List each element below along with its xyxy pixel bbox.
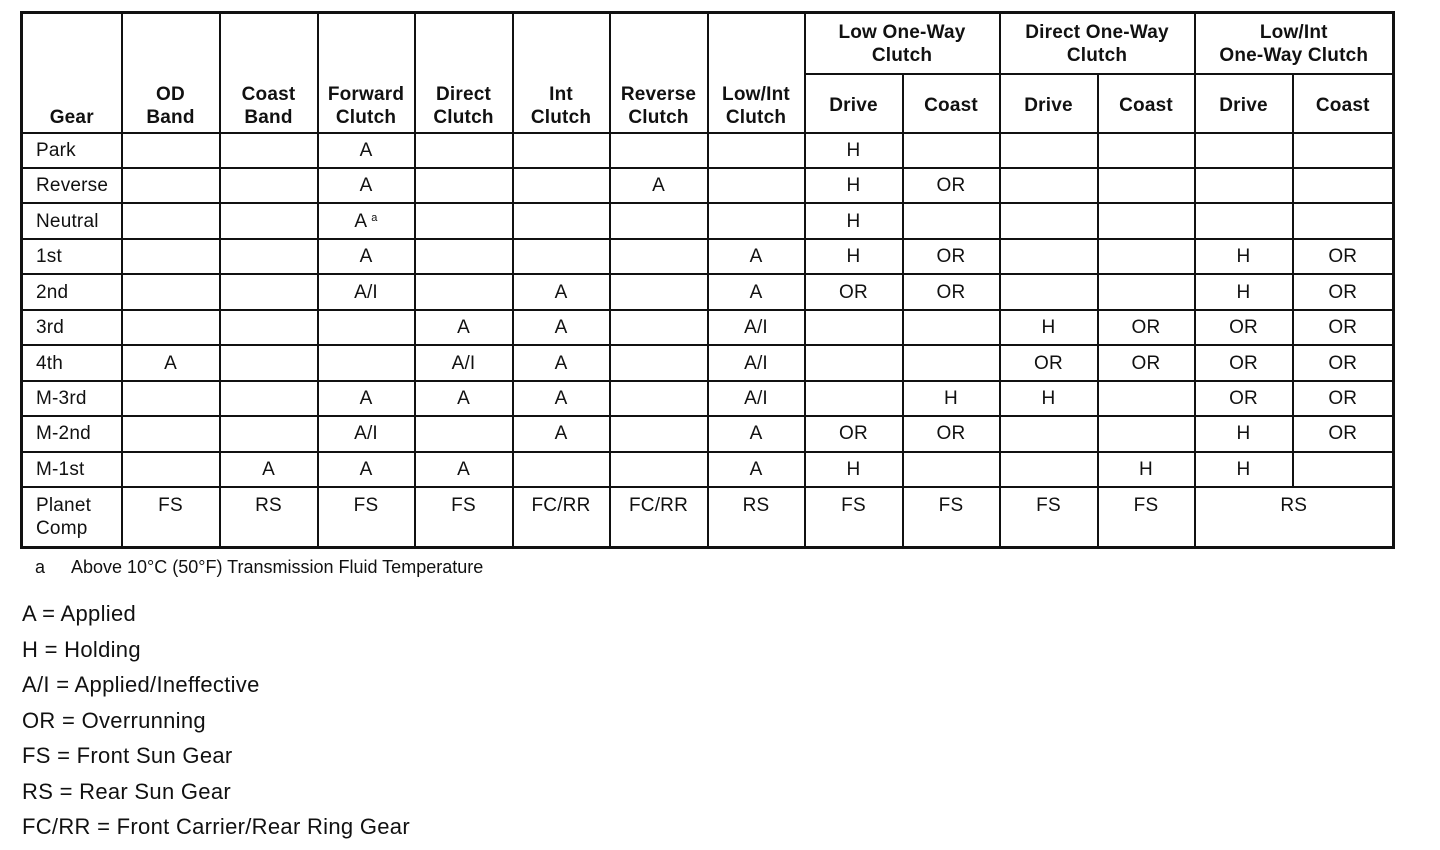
cell-low-one-way-coast [903, 203, 1000, 238]
cell-forward-clutch: A/I [318, 416, 415, 451]
cell-direct-clutch [415, 168, 513, 203]
cell-low-one-way-coast: OR [903, 239, 1000, 274]
cell-low-int-clutch: A/I [708, 381, 805, 416]
table-row [22, 133, 1394, 168]
cell-low-one-way-drive [805, 310, 903, 345]
cell-low-one-way-coast [903, 345, 1000, 380]
footnote-mark: a [35, 557, 46, 577]
cell-low-int-one-way-coast [1293, 203, 1394, 238]
cell-direct-one-way-drive [1000, 203, 1098, 238]
cell-forward-clutch [318, 345, 415, 380]
cell-direct-one-way-drive [1000, 416, 1098, 451]
cell-low-one-way-drive [805, 345, 903, 380]
cell-direct-one-way-drive [1000, 274, 1098, 309]
cell-low-one-way-coast: OR [903, 274, 1000, 309]
table-row [22, 239, 1394, 274]
cell-coast-band [220, 381, 318, 416]
cell-direct-one-way-drive [1000, 239, 1098, 274]
table-row [22, 203, 1394, 238]
clutch-application-table [20, 11, 1395, 549]
cell-int-clutch [513, 168, 610, 203]
cell-int-clutch: A [513, 381, 610, 416]
cell-low-one-way-coast [903, 310, 1000, 345]
cell-int-clutch [513, 133, 610, 168]
cell-reverse-clutch [610, 133, 708, 168]
cell-low-one-way-drive [805, 381, 903, 416]
cell-direct-clutch: A/I [415, 345, 513, 380]
row-label-gear: Neutral [22, 203, 122, 238]
cell-direct-one-way-coast [1098, 274, 1195, 309]
header-gear: Gear [22, 13, 122, 133]
legend-item-overrunning: OR = Overrunning [22, 707, 206, 733]
cell-forward-clutch: A [318, 133, 415, 168]
table-row [22, 310, 1394, 345]
cell-low-int-one-way-drive: H [1195, 274, 1293, 309]
cell-od-band [122, 452, 220, 487]
cell-od-band [122, 310, 220, 345]
cell-low-int-clutch: A [708, 452, 805, 487]
cell-low-one-way-coast: OR [903, 168, 1000, 203]
cell-reverse-clutch [610, 416, 708, 451]
cell-low-one-way-coast [903, 133, 1000, 168]
row-label-gear: M-2nd [22, 416, 122, 451]
header-low-one-way-clutch: Low One-Way Clutch [805, 13, 1000, 74]
cell-direct-clutch [415, 239, 513, 274]
row-label-planet-comp: Planet Comp [22, 487, 122, 547]
cell-int-clutch [513, 452, 610, 487]
legend-item-applied: A = Applied [22, 601, 137, 626]
cell-low-one-way-drive: H [805, 203, 903, 238]
cell-direct-clutch [415, 203, 513, 238]
cell-reverse-clutch [610, 381, 708, 416]
cell-reverse-clutch [610, 239, 708, 274]
header-coast-band: Coast Band [220, 13, 318, 133]
header-od-band: OD Band [122, 13, 220, 133]
cell-low-int-one-way-coast: OR [1293, 310, 1394, 345]
cell-low-int-clutch [708, 168, 805, 203]
cell-low-one-way-drive: OR [805, 416, 903, 451]
planet-cell-direct-clutch: FS [415, 487, 513, 547]
header-int-clutch: Int Clutch [513, 13, 610, 133]
cell-low-int-clutch: A/I [708, 345, 805, 380]
cell-direct-one-way-drive: H [1000, 310, 1098, 345]
header-low-int-clutch: Low/Int Clutch [708, 13, 805, 133]
cell-direct-one-way-coast: OR [1098, 345, 1195, 380]
cell-forward-clutch [318, 310, 415, 345]
planet-cell-low-one-way-drive: FS [805, 487, 903, 547]
cell-od-band [122, 133, 220, 168]
header-direct-one-way-coast: Coast [1098, 74, 1195, 133]
cell-int-clutch [513, 203, 610, 238]
legend-item-holding: H = Holding [22, 636, 141, 662]
cell-direct-one-way-coast [1098, 416, 1195, 451]
cell-direct-clutch: A [415, 381, 513, 416]
header-low-one-way-drive: Drive [805, 74, 903, 133]
cell-coast-band [220, 133, 318, 168]
cell-low-int-one-way-drive [1195, 168, 1293, 203]
cell-coast-band [220, 274, 318, 309]
cell-low-int-clutch [708, 133, 805, 168]
cell-direct-one-way-coast: H [1098, 452, 1195, 487]
cell-low-int-one-way-coast [1293, 168, 1394, 203]
footnote-reference: a [371, 211, 378, 224]
row-label-gear: 4th [22, 345, 122, 380]
cell-reverse-clutch [610, 310, 708, 345]
cell-low-int-clutch: A [708, 416, 805, 451]
cell-od-band [122, 416, 220, 451]
planet-cell-coast-band: RS [220, 487, 318, 547]
cell-direct-one-way-drive [1000, 452, 1098, 487]
cell-reverse-clutch [610, 452, 708, 487]
cell-coast-band: A [220, 452, 318, 487]
cell-od-band [122, 168, 220, 203]
cell-low-int-one-way-drive: OR [1195, 310, 1293, 345]
cell-direct-one-way-coast [1098, 168, 1195, 203]
planet-cell-od-band: FS [122, 487, 220, 547]
cell-low-one-way-drive: H [805, 168, 903, 203]
row-label-gear: Park [22, 133, 122, 168]
footnote-text: Above 10°C (50°F) Transmission Fluid Temperature [71, 557, 484, 577]
cell-coast-band [220, 416, 318, 451]
planet-cell-low-int-clutch: RS [708, 487, 805, 547]
cell-low-one-way-coast: OR [903, 416, 1000, 451]
cell-direct-one-way-coast: OR [1098, 310, 1195, 345]
cell-direct-clutch: A [415, 452, 513, 487]
planet-cell-direct-one-way-coast: FS [1098, 487, 1195, 547]
cell-od-band: A [122, 345, 220, 380]
cell-low-one-way-drive: H [805, 452, 903, 487]
row-label-gear: 2nd [22, 274, 122, 309]
planet-cell-int-clutch: FC/RR [513, 487, 610, 547]
table-row [22, 416, 1394, 451]
header-low-int-one-way-drive: Drive [1195, 74, 1293, 133]
cell-low-int-one-way-coast [1293, 133, 1394, 168]
row-label-gear: M-3rd [22, 381, 122, 416]
cell-int-clutch: A [513, 416, 610, 451]
cell-low-int-clutch: A [708, 274, 805, 309]
table-row [22, 452, 1394, 487]
cell-low-int-one-way-coast: OR [1293, 381, 1394, 416]
cell-low-one-way-drive: OR [805, 274, 903, 309]
footnote [35, 556, 483, 578]
row-label-gear: Reverse [22, 168, 122, 203]
cell-low-int-one-way-coast: OR [1293, 239, 1394, 274]
cell-int-clutch [513, 239, 610, 274]
cell-low-int-clutch: A/I [708, 310, 805, 345]
cell-reverse-clutch: A [610, 168, 708, 203]
cell-direct-clutch [415, 416, 513, 451]
cell-low-int-one-way-drive: H [1195, 239, 1293, 274]
header-direct-clutch: Direct Clutch [415, 13, 513, 133]
cell-low-one-way-drive: H [805, 239, 903, 274]
cell-direct-one-way-coast [1098, 203, 1195, 238]
header-low-one-way-coast: Coast [903, 74, 1000, 133]
cell-low-int-one-way-drive: H [1195, 416, 1293, 451]
cell-direct-one-way-drive [1000, 168, 1098, 203]
cell-int-clutch: A [513, 310, 610, 345]
cell-direct-one-way-drive [1000, 133, 1098, 168]
row-label-gear: 3rd [22, 310, 122, 345]
planet-cell-direct-one-way-drive: FS [1000, 487, 1098, 547]
cell-coast-band [220, 203, 318, 238]
cell-low-int-one-way-drive [1195, 133, 1293, 168]
header-direct-one-way-clutch: Direct One-Way Clutch [1000, 13, 1195, 74]
table-row-planet-comp [22, 487, 1394, 547]
planet-cell-low-int-one-way: RS [1195, 487, 1394, 547]
header-forward-clutch: Forward Clutch [318, 13, 415, 133]
table-row [22, 274, 1394, 309]
cell-coast-band [220, 239, 318, 274]
cell-low-int-one-way-drive: H [1195, 452, 1293, 487]
cell-od-band [122, 203, 220, 238]
cell-direct-one-way-coast [1098, 381, 1195, 416]
cell-int-clutch: A [513, 274, 610, 309]
cell-direct-one-way-drive: OR [1000, 345, 1098, 380]
cell-low-int-one-way-coast: OR [1293, 274, 1394, 309]
legend-item-front-sun-gear: FS = Front Sun Gear [22, 743, 233, 768]
cell-od-band [122, 381, 220, 416]
cell-low-one-way-coast [903, 452, 1000, 487]
planet-cell-forward-clutch: FS [318, 487, 415, 547]
cell-direct-clutch [415, 133, 513, 168]
cell-direct-one-way-drive: H [1000, 381, 1098, 416]
cell-low-one-way-drive: H [805, 133, 903, 168]
cell-low-int-one-way-drive: OR [1195, 381, 1293, 416]
cell-direct-one-way-coast [1098, 239, 1195, 274]
table-row [22, 168, 1394, 203]
header-direct-one-way-drive: Drive [1000, 74, 1098, 133]
cell-direct-clutch: A [415, 310, 513, 345]
cell-coast-band [220, 345, 318, 380]
table-row [22, 345, 1394, 380]
cell-low-int-one-way-coast [1293, 452, 1394, 487]
cell-low-int-clutch [708, 203, 805, 238]
cell-low-int-one-way-drive [1195, 203, 1293, 238]
cell-forward-clutch: A [318, 452, 415, 487]
header-low-int-one-way-clutch: Low/Int One-Way Clutch [1195, 13, 1394, 74]
legend-item-applied-ineffective: A/I = Applied/Ineffective [22, 672, 260, 697]
legend-item-front-carrier-rear-ring-gear: FC/RR = Front Carrier/Rear Ring Gear [22, 814, 410, 839]
cell-low-int-one-way-coast: OR [1293, 345, 1394, 380]
cell-low-one-way-coast: H [903, 381, 1000, 416]
cell-direct-clutch [415, 274, 513, 309]
cell-coast-band [220, 168, 318, 203]
cell-forward-clutch: A/I [318, 274, 415, 309]
cell-direct-one-way-coast [1098, 133, 1195, 168]
legend-list [22, 596, 410, 845]
cell-reverse-clutch [610, 274, 708, 309]
legend-item-rear-sun-gear: RS = Rear Sun Gear [22, 778, 231, 804]
cell-low-int-clutch: A [708, 239, 805, 274]
cell-coast-band [220, 310, 318, 345]
planet-cell-low-one-way-coast: FS [903, 487, 1000, 547]
header-reverse-clutch: Reverse Clutch [610, 13, 708, 133]
cell-forward-clutch: A [318, 381, 415, 416]
cell-reverse-clutch [610, 345, 708, 380]
cell-low-int-one-way-drive: OR [1195, 345, 1293, 380]
cell-low-int-one-way-coast: OR [1293, 416, 1394, 451]
cell-forward-clutch: A [318, 168, 415, 203]
cell-od-band [122, 239, 220, 274]
header-low-int-one-way-coast: Coast [1293, 74, 1394, 133]
row-label-gear: 1st [22, 239, 122, 274]
cell-int-clutch: A [513, 345, 610, 380]
row-label-gear: M-1st [22, 452, 122, 487]
planet-cell-reverse-clutch: FC/RR [610, 487, 708, 547]
cell-forward-clutch: A $^a$ [318, 203, 415, 238]
cell-od-band [122, 274, 220, 309]
cell-forward-clutch: A [318, 239, 415, 274]
table-row [22, 381, 1394, 416]
cell-reverse-clutch [610, 203, 708, 238]
